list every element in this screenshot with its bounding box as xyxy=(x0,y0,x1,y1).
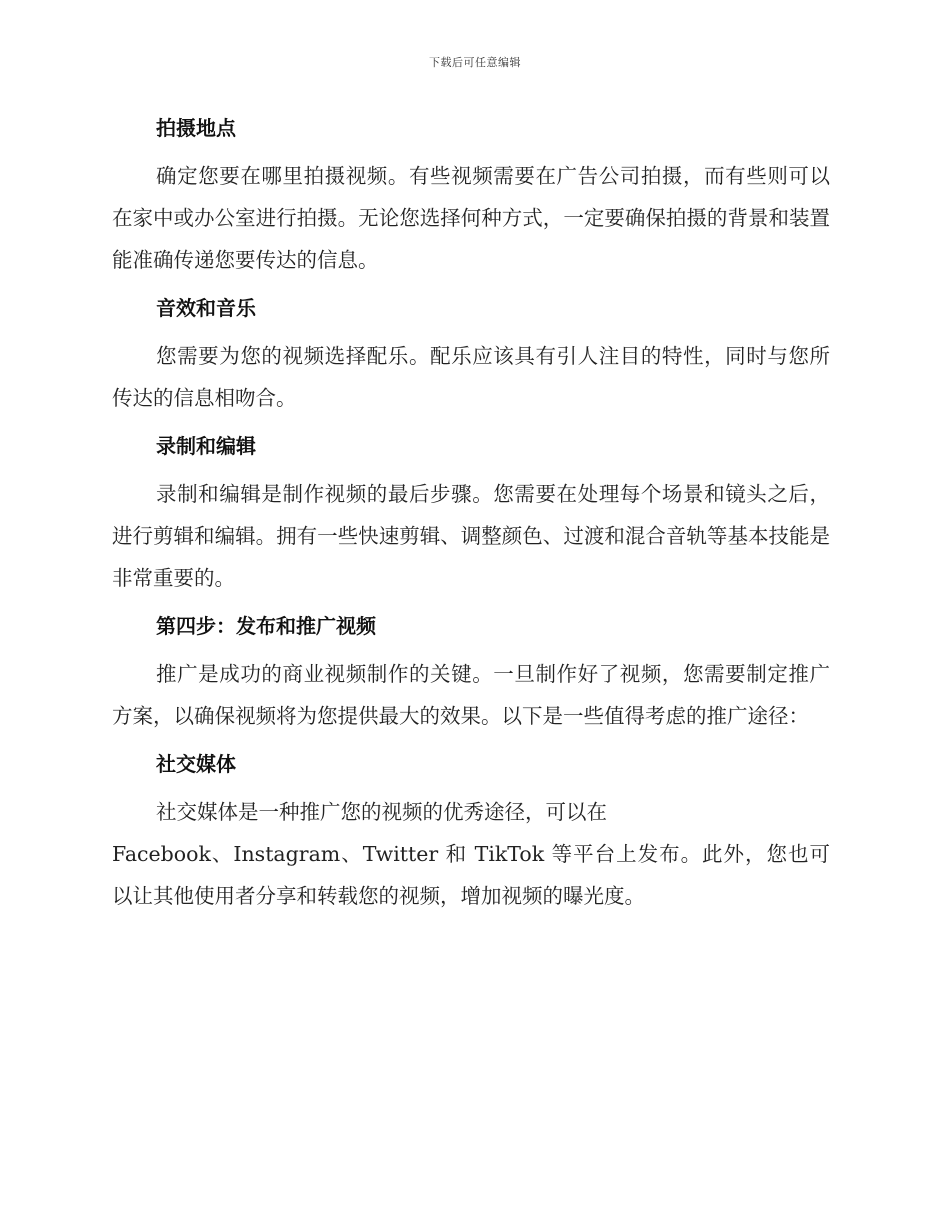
section-heading-step-four: 第四步：发布和推广视频 xyxy=(156,614,376,638)
section-paragraph-sound-music: 您需要为您的视频选择配乐。配乐应该具有引人注目的特性，同时与您所传达的信息相吻合。 xyxy=(112,344,830,410)
section-heading-sound-music: 音效和音乐 xyxy=(156,296,256,320)
section-heading-social-media: 社交媒体 xyxy=(156,752,236,776)
section-paragraph-recording-editing: 录制和编辑是制作视频的最后步骤。您需要在处理每个场景和镜头之后，进行剪辑和编辑。拥有一些快速剪辑、调整颜色、过渡和混合音轨等基本技能是非常重要的。 xyxy=(112,482,830,590)
section-heading-recording-editing: 录制和编辑 xyxy=(156,434,256,458)
section-paragraph-shooting-location: 确定您要在哪里拍摄视频。有些视频需要在广告公司拍摄，而有些则可以在家中或办公室进行拍摄。无论您选择何种方式，一定要确保拍摄的背景和装置能准确传递您要传达的信息。 xyxy=(112,164,830,272)
social-media-line-1: 社交媒体是一种推广您的视频的优秀途径，可以在 xyxy=(156,800,607,824)
section-paragraph-social-media xyxy=(112,791,830,917)
social-media-line-rest: Facebook、Instagram、Twitter 和 TikTok 等平台上发布。此外，您也可以让其他使用者分享和转载您的视频，增加视频的曝光度。 xyxy=(112,842,830,908)
section-paragraph-step-four: 推广是成功的商业视频制作的关键。一旦制作好了视频，您需要制定推广方案，以确保视频将为您提供最大的效果。以下是一些值得考虑的推广途径： xyxy=(112,662,830,728)
document-body xyxy=(112,108,830,924)
section-heading-shooting-location: 拍摄地点 xyxy=(156,116,236,140)
page-header: 下载后可任意编辑 xyxy=(429,56,521,69)
